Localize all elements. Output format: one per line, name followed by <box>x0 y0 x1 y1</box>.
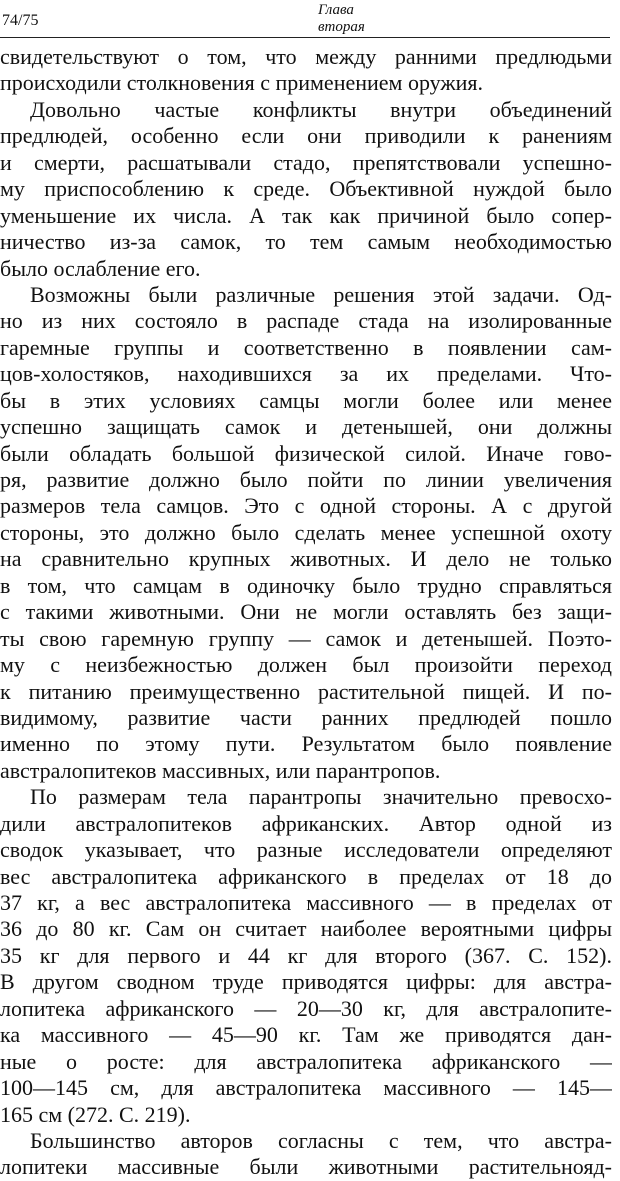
text-line: было ослабление его. <box>0 255 201 281</box>
text-line: и смерти, расшатывали стадо, препятствовали успешно- <box>0 149 612 175</box>
text-line: По размерам тела парантропы значительно превосхо- <box>30 784 612 810</box>
text-line: но из них состояло в распаде стада на изолированные <box>0 308 612 334</box>
text-line: размеров тела самцов. Это с одной стороны. А с другой <box>0 493 612 519</box>
chapter-number: вторая <box>318 19 365 35</box>
text-line: в том, что самцам в одиночку было трудно справляться <box>0 572 612 598</box>
text-line: свидетельствуют о том, что между ранними предлюдьми <box>0 44 612 69</box>
text-line: му приспособлению к среде. Объективной нуждой было <box>0 176 612 202</box>
chapter-label: Глава <box>318 2 354 18</box>
text-line: ты свою гаремную группу — самок и детенышей. Поэто- <box>0 625 612 651</box>
text-line: ка массивного — 45—90 кг. Там же приводятся дан- <box>0 1022 612 1048</box>
text-line: видимому, развитие части ранних предлюдей пошло <box>0 704 612 730</box>
text-line: 36 до 80 кг. Сам он считает наиболее вероятными цифры <box>0 916 612 942</box>
text-line: гаремные группы и соответственно в появлении сам- <box>0 334 612 360</box>
text-line: Довольно частые конфликты внутри объединений <box>30 96 612 122</box>
text-line: австралопитеков массивных, или парантропов. <box>0 757 441 783</box>
text-line: 37 кг, а вес австралопитека массивного — в пределах от <box>0 890 612 915</box>
text-line: лопитека африканского — 20—30 кг, для австралопите- <box>0 995 612 1021</box>
text-line: сводок указывает, что разные исследователи определяют <box>0 837 612 863</box>
text-line: стороны, это должно было сделать менее успешной охоту <box>0 519 612 545</box>
text-line: уменьшение их числа. А так как причиной было сопер- <box>0 202 612 228</box>
text-line: предлюдей, особенно если они приводили к ранениям <box>0 123 612 149</box>
body-text <box>0 44 612 1181</box>
text-line: 35 кг для первого и 44 кг для второго (367. С. 152). <box>0 942 612 968</box>
text-line: 100—145 см, для австралопитека массивного — 145— <box>0 1075 612 1101</box>
text-line: В другом сводном труде приводятся цифры: для австра- <box>0 969 612 995</box>
text-line: Большинство авторов согласны с тем, что австра- <box>30 1127 612 1153</box>
text-line: именно по этому пути. Результатом было появление <box>0 731 612 757</box>
text-line: 165 см (272. С. 219). <box>0 1101 191 1127</box>
text-line: дили австралопитеков африканских. Автор одной из <box>0 810 612 836</box>
text-line: Возможны были различные решения этой задачи. Од- <box>30 281 612 307</box>
text-line: успешно защищать самок и детенышей, они должны <box>0 414 612 440</box>
text-line: вес австралопитека африканского в пределах от 18 до <box>0 863 612 889</box>
text-line: на сравнительно крупных животных. И дело не только <box>0 546 612 572</box>
header-rule <box>0 37 610 38</box>
text-line: ные о росте: для австралопитека африканского — <box>0 1048 612 1074</box>
page-number: 74/75 <box>2 12 39 29</box>
text-line: ничество из-за самок, то тем самым необходимостью <box>0 229 612 255</box>
text-line: бы в этих условиях самцы могли более или менее <box>0 387 612 413</box>
text-line: были обладать большой физической силой. Иначе гово- <box>0 440 612 466</box>
text-line: цов-холостяков, находившихся за их пределами. Что- <box>0 361 612 387</box>
text-line: с такими животными. Они не могли оставлять без защи- <box>0 599 612 625</box>
text-line: к питанию преимущественно растительной пищей. И по- <box>0 678 612 704</box>
text-line: му с неизбежностью должен был произойти переход <box>0 652 612 678</box>
text-line: лопитеки массивные были животными растительнояд- <box>0 1154 612 1180</box>
text-line: ря, развитие должно было пойти по линии увеличения <box>0 467 612 492</box>
text-line: происходили столкновения с применением оружия. <box>0 70 483 96</box>
chapter-header <box>318 2 365 36</box>
